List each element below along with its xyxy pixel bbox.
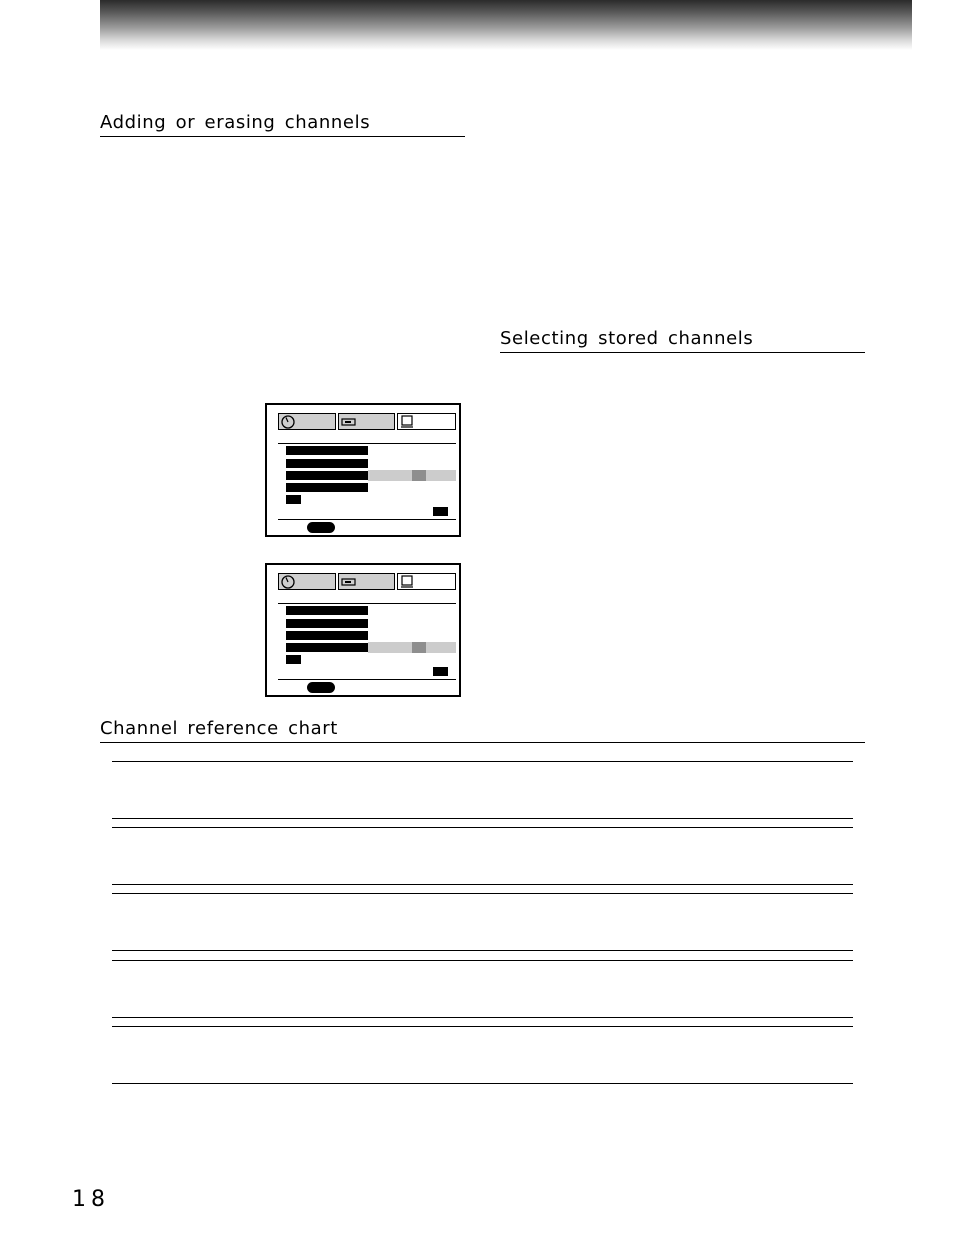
header-gradient-bar (100, 0, 912, 50)
chart-rule (112, 1017, 853, 1018)
osd-small-label (286, 655, 301, 664)
osd-button-pill (307, 682, 335, 693)
osd-small-label (286, 495, 301, 504)
osd-screen-1 (265, 403, 461, 537)
osd-menu-row-1 (286, 606, 368, 615)
osd-menu-row-4 (286, 483, 368, 492)
osd-tab-clock (278, 573, 336, 590)
chart-rule (112, 1026, 853, 1027)
chart-rule (112, 893, 853, 894)
heading-selecting-stored-channels: Selecting stored channels (500, 328, 865, 353)
chart-rule (112, 1083, 853, 1084)
page-number: 18 (72, 1187, 110, 1212)
osd-divider-bottom (278, 519, 456, 520)
osd-divider-top (278, 603, 456, 604)
osd-tab-tv (397, 573, 456, 590)
heading-adding-erasing-channels: Adding or erasing channels (100, 112, 465, 137)
osd-right-label (433, 507, 448, 516)
clock-icon (281, 575, 295, 589)
tv-icon (400, 575, 414, 589)
osd-tab-clock (278, 413, 336, 430)
osd-menu-row-1 (286, 446, 368, 455)
chart-rule (112, 827, 853, 828)
osd-tab-vcr (338, 413, 395, 430)
osd-divider-bottom (278, 679, 456, 680)
osd-button-pill (307, 522, 335, 533)
osd-right-label (433, 667, 448, 676)
chart-rule (112, 950, 853, 951)
osd-menu-row-2 (286, 619, 368, 628)
tv-icon (400, 415, 414, 429)
osd-tab-vcr (338, 573, 395, 590)
osd-screen-2 (265, 563, 461, 697)
osd-menu-row-4 (286, 643, 368, 652)
osd-tab-tv (397, 413, 456, 430)
vcr-icon (341, 415, 357, 429)
osd-menu-row-2 (286, 459, 368, 468)
osd-menu-row-3 (286, 631, 368, 640)
clock-icon (281, 415, 295, 429)
vcr-icon (341, 575, 357, 589)
osd-divider-top (278, 443, 456, 444)
chart-rule (112, 960, 853, 961)
chart-rule (112, 761, 853, 762)
osd-highlight-marker (412, 642, 426, 653)
osd-menu-row-3 (286, 471, 368, 480)
heading-channel-reference-chart: Channel reference chart (100, 718, 865, 743)
chart-rule (112, 884, 853, 885)
osd-highlight-marker (412, 470, 426, 481)
chart-rule (112, 818, 853, 819)
